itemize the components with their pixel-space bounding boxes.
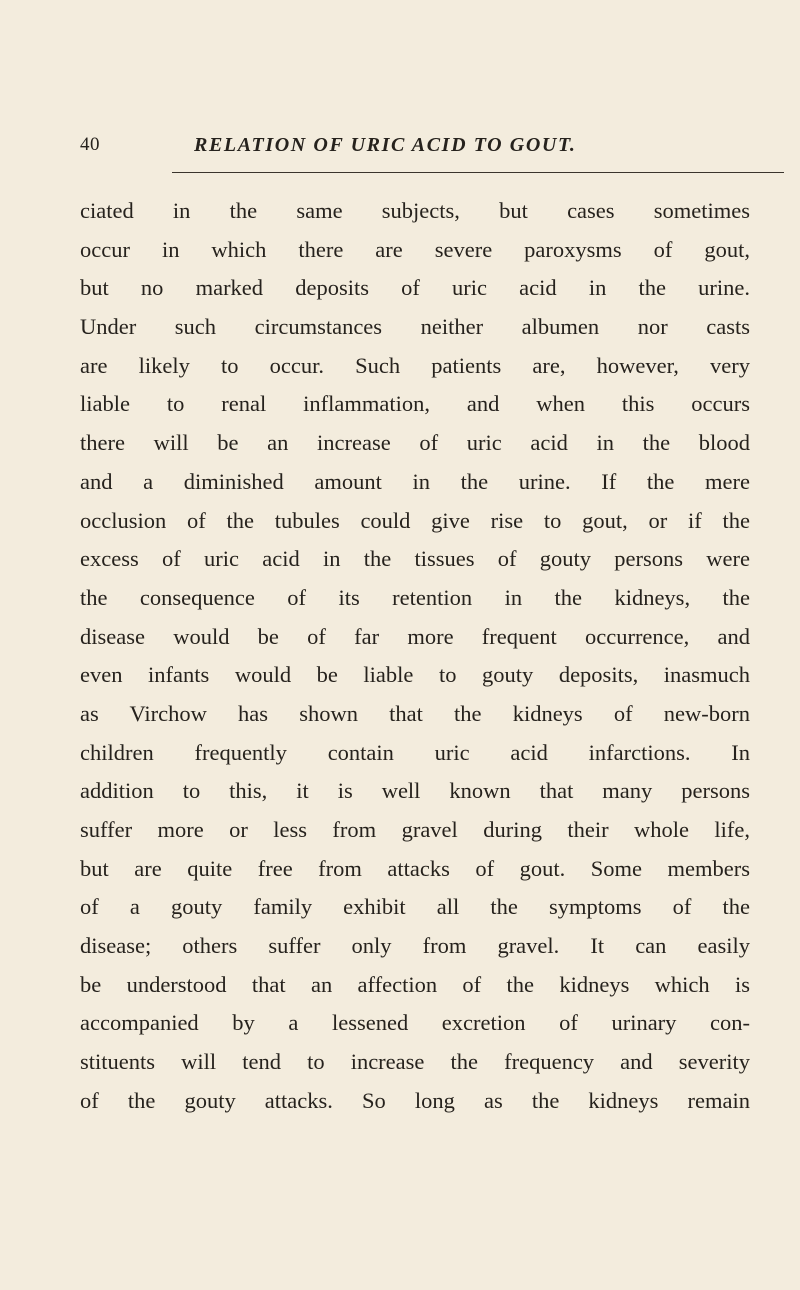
text-line: disease; others suffer only from gravel. It can easily bbox=[80, 933, 750, 959]
text-line: addition to this, it is well known that many persons bbox=[80, 778, 750, 804]
text-line: even infants would be liable to gouty deposits, inasmuch bbox=[80, 662, 750, 688]
text-line: of a gouty family exhibit all the symptoms of the bbox=[80, 894, 750, 920]
body-text bbox=[80, 192, 750, 1121]
text-line: there will be an increase of uric acid in the blood bbox=[80, 430, 750, 456]
running-head: RELATION OF URIC ACID TO GOUT. bbox=[194, 134, 577, 156]
text-line: be understood that an affection of the kidneys which is bbox=[80, 971, 750, 997]
text-line: but no marked deposits of uric acid in the urine. bbox=[80, 275, 750, 301]
page-header bbox=[80, 134, 740, 164]
text-line: children frequently contain uric acid infarctions. In bbox=[80, 739, 750, 765]
text-line: disease would be of far more frequent occurrence, and bbox=[80, 623, 750, 649]
text-line: stituents will tend to increase the frequency and severity bbox=[80, 1049, 750, 1075]
text-line: but are quite free from attacks of gout. Some members bbox=[80, 855, 750, 881]
text-line: and a diminished amount in the urine. If the mere bbox=[80, 468, 750, 494]
header-rule bbox=[172, 172, 784, 173]
text-line: accompanied by a lessened excretion of urinary con- bbox=[80, 1010, 750, 1036]
text-line: ciated in the same subjects, but cases sometimes bbox=[80, 198, 750, 223]
text-line: excess of uric acid in the tissues of gouty persons were bbox=[80, 546, 750, 572]
text-line: occur in which there are severe paroxysms of gout, bbox=[80, 236, 750, 262]
text-line: Under such circumstances neither albumen nor casts bbox=[80, 314, 750, 340]
text-line: the consequence of its retention in the kidneys, the bbox=[80, 584, 750, 610]
page-number: 40 bbox=[80, 134, 100, 155]
text-line: are likely to occur. Such patients are, however, very bbox=[80, 352, 750, 378]
text-line: of the gouty attacks. So long as the kidneys remain bbox=[80, 1087, 750, 1113]
text-line: occlusion of the tubules could give rise to gout, or if the bbox=[80, 507, 750, 533]
text-line: liable to renal inflammation, and when this occurs bbox=[80, 391, 750, 417]
text-line: suffer more or less from gravel during their whole life, bbox=[80, 817, 750, 842]
text-line: as Virchow has shown that the kidneys of new-born bbox=[80, 700, 750, 726]
